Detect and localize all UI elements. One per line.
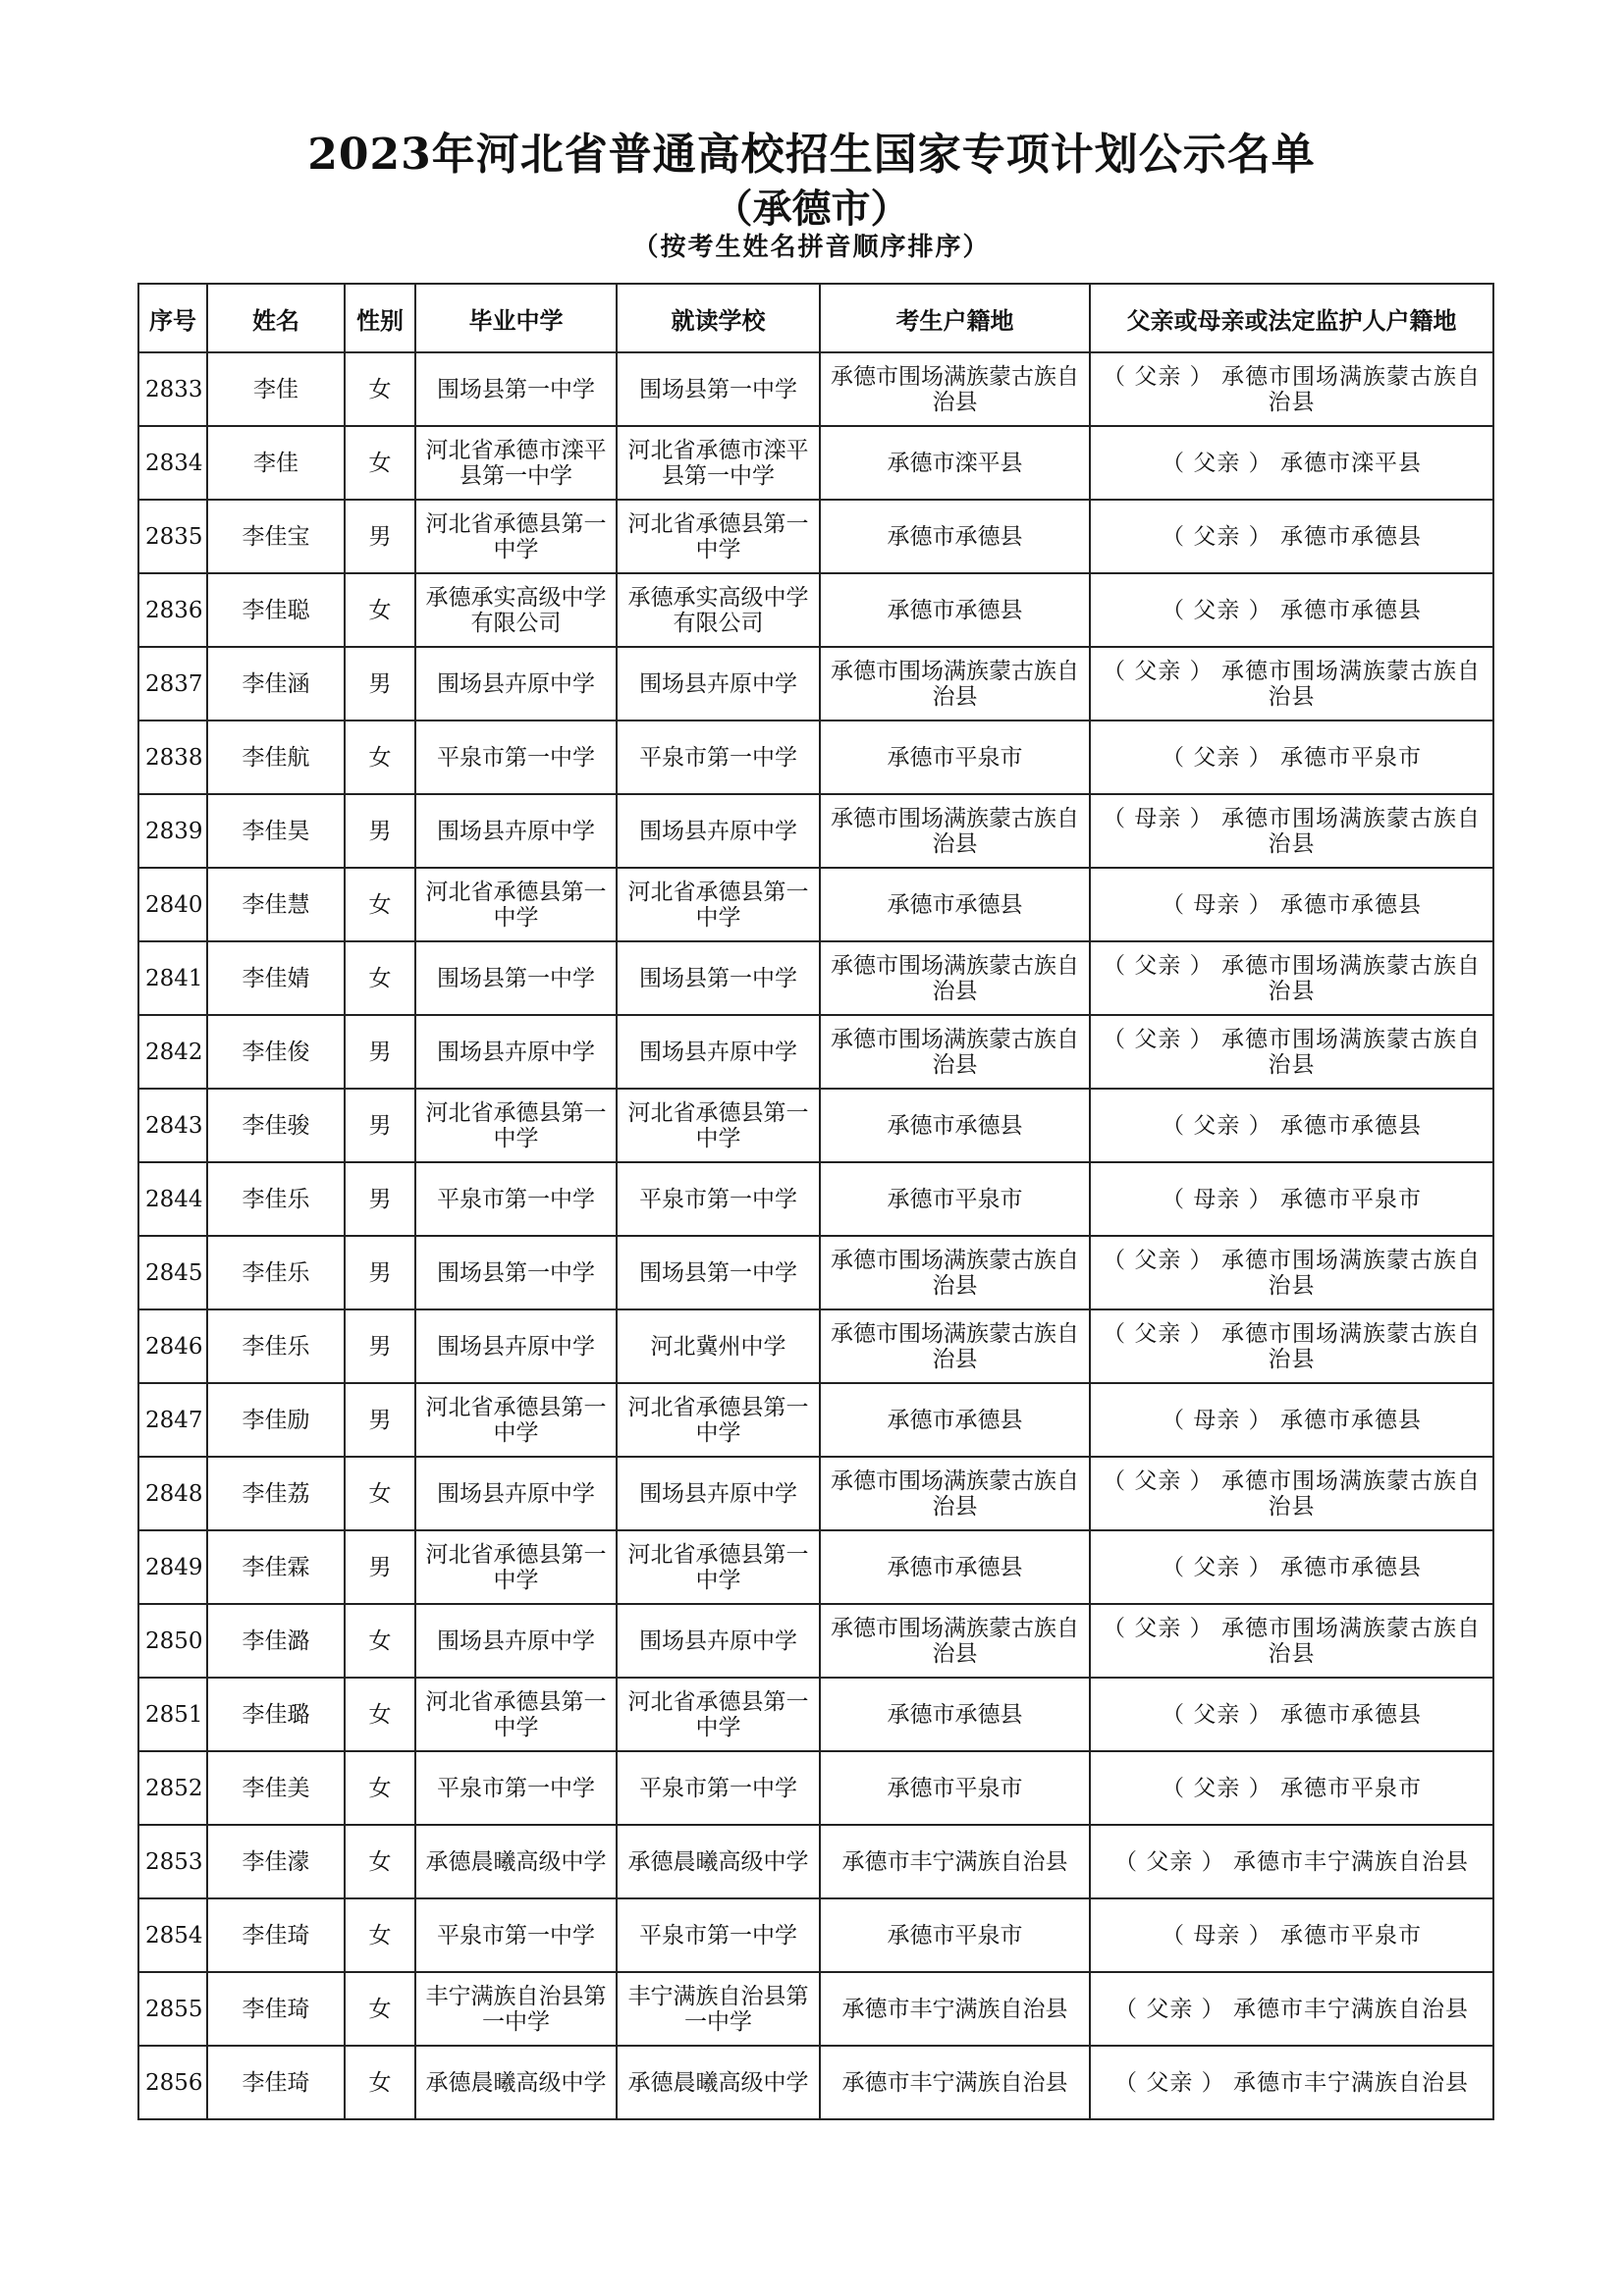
cell-current-school: 河北省承德县第一中学 [617,1089,820,1162]
header-row [138,284,1493,352]
cell-number: 2849 [138,1530,207,1604]
cell-student-hukou: 承德市承德县 [820,1089,1090,1162]
cell-graduation-school: 围场县卉原中学 [415,1604,617,1678]
cell-current-school: 河北冀州中学 [617,1309,820,1383]
cell-current-school: 平泉市第一中学 [617,1162,820,1236]
cell-guardian-hukou: （ 父亲 ） 承德市围场满族蒙古族自治县 [1090,352,1493,426]
cell-guardian-hukou: （ 父亲 ） 承德市围场满族蒙古族自治县 [1090,941,1493,1015]
table-row [138,1236,1493,1309]
cell-graduation-school: 河北省承德县第一中学 [415,500,617,573]
cell-graduation-school: 平泉市第一中学 [415,721,617,794]
cell-graduation-school: 河北省承德县第一中学 [415,1678,617,1751]
cell-graduation-school: 丰宁满族自治县第一中学 [415,1972,617,2046]
cell-number: 2835 [138,500,207,573]
table-row [138,1825,1493,1898]
cell-gender: 男 [345,647,415,721]
cell-graduation-school: 河北省承德县第一中学 [415,1530,617,1604]
cell-name: 李佳乐 [207,1236,345,1309]
cell-name: 李佳聪 [207,573,345,647]
table-row [138,1089,1493,1162]
cell-current-school: 承德晨曦高级中学 [617,1825,820,1898]
cell-graduation-school: 平泉市第一中学 [415,1751,617,1825]
cell-current-school: 河北省承德县第一中学 [617,1530,820,1604]
table-row [138,1751,1493,1825]
cell-number: 2845 [138,1236,207,1309]
cell-student-hukou: 承德市滦平县 [820,426,1090,500]
cell-guardian-hukou: （ 父亲 ） 承德市承德县 [1090,1530,1493,1604]
cell-name: 李佳濛 [207,1825,345,1898]
cell-student-hukou: 承德市围场满族蒙古族自治县 [820,1015,1090,1089]
table-row [138,1972,1493,2046]
cell-gender: 女 [345,1604,415,1678]
table-row [138,1604,1493,1678]
cell-graduation-school: 围场县卉原中学 [415,794,617,868]
cell-graduation-school: 河北省承德市滦平县第一中学 [415,426,617,500]
cell-gender: 男 [345,1236,415,1309]
cell-guardian-hukou: （ 父亲 ） 承德市平泉市 [1090,1751,1493,1825]
cell-current-school: 围场县第一中学 [617,1236,820,1309]
table-row [138,1457,1493,1530]
cell-guardian-hukou: （ 父亲 ） 承德市承德县 [1090,1089,1493,1162]
cell-graduation-school: 平泉市第一中学 [415,1162,617,1236]
table-row [138,352,1493,426]
cell-gender: 女 [345,1678,415,1751]
cell-student-hukou: 承德市平泉市 [820,1898,1090,1972]
cell-gender: 男 [345,1530,415,1604]
page-title: 2023年河北省普通高校招生国家专项计划公示名单 [307,130,1316,180]
cell-guardian-hukou: （ 父亲 ） 承德市平泉市 [1090,721,1493,794]
cell-gender: 女 [345,1898,415,1972]
cell-student-hukou: 承德市围场满族蒙古族自治县 [820,1309,1090,1383]
col-header-graduation-school: 毕业中学 [415,284,617,352]
cell-current-school: 承德承实高级中学有限公司 [617,573,820,647]
cell-current-school: 围场县第一中学 [617,352,820,426]
cell-graduation-school: 承德晨曦高级中学 [415,1825,617,1898]
cell-number: 2851 [138,1678,207,1751]
cell-current-school: 河北省承德县第一中学 [617,500,820,573]
cell-name: 李佳潞 [207,1604,345,1678]
cell-current-school: 河北省承德县第一中学 [617,1678,820,1751]
cell-current-school: 河北省承德县第一中学 [617,868,820,941]
cell-student-hukou: 承德市平泉市 [820,1751,1090,1825]
cell-guardian-hukou: （ 母亲 ） 承德市平泉市 [1090,1162,1493,1236]
cell-current-school: 围场县卉原中学 [617,647,820,721]
cell-guardian-hukou: （ 父亲 ） 承德市丰宁满族自治县 [1090,1825,1493,1898]
cell-gender: 女 [345,573,415,647]
cell-current-school: 平泉市第一中学 [617,1751,820,1825]
cell-student-hukou: 承德市承德县 [820,1530,1090,1604]
cell-guardian-hukou: （ 母亲 ） 承德市承德县 [1090,868,1493,941]
cell-name: 李佳乐 [207,1162,345,1236]
cell-name: 李佳 [207,426,345,500]
col-header-name: 姓名 [207,284,345,352]
roster-table [137,283,1494,2120]
table-row [138,500,1493,573]
cell-number: 2837 [138,647,207,721]
cell-guardian-hukou: （ 父亲 ） 承德市承德县 [1090,573,1493,647]
cell-current-school: 丰宁满族自治县第一中学 [617,1972,820,2046]
cell-name: 李佳航 [207,721,345,794]
col-header-number: 序号 [138,284,207,352]
cell-student-hukou: 承德市承德县 [820,1678,1090,1751]
cell-student-hukou: 承德市承德县 [820,500,1090,573]
cell-student-hukou: 承德市围场满族蒙古族自治县 [820,1236,1090,1309]
cell-guardian-hukou: （ 父亲 ） 承德市围场满族蒙古族自治县 [1090,1015,1493,1089]
cell-current-school: 围场县卉原中学 [617,1604,820,1678]
cell-gender: 男 [345,500,415,573]
cell-student-hukou: 承德市丰宁满族自治县 [820,2046,1090,2119]
cell-guardian-hukou: （ 父亲 ） 承德市丰宁满族自治县 [1090,1972,1493,2046]
cell-gender: 女 [345,721,415,794]
table-row [138,1309,1493,1383]
cell-guardian-hukou: （ 父亲 ） 承德市围场满族蒙古族自治县 [1090,1236,1493,1309]
cell-name: 李佳宝 [207,500,345,573]
cell-name: 李佳美 [207,1751,345,1825]
cell-name: 李佳励 [207,1383,345,1457]
cell-number: 2846 [138,1309,207,1383]
cell-gender: 女 [345,1972,415,2046]
table-row [138,1162,1493,1236]
cell-number: 2842 [138,1015,207,1089]
cell-graduation-school: 围场县卉原中学 [415,647,617,721]
cell-number: 2848 [138,1457,207,1530]
cell-student-hukou: 承德市平泉市 [820,721,1090,794]
cell-current-school: 平泉市第一中学 [617,1898,820,1972]
cell-current-school: 围场县第一中学 [617,941,820,1015]
cell-student-hukou: 承德市承德县 [820,573,1090,647]
cell-name: 李佳琦 [207,1972,345,2046]
cell-number: 2852 [138,1751,207,1825]
cell-current-school: 河北省承德市滦平县第一中学 [617,426,820,500]
cell-number: 2836 [138,573,207,647]
col-header-gender: 性别 [345,284,415,352]
cell-number: 2841 [138,941,207,1015]
cell-gender: 男 [345,1383,415,1457]
cell-number: 2854 [138,1898,207,1972]
col-header-guardian-hukou: 父亲或母亲或法定监护人户籍地 [1090,284,1493,352]
cell-gender: 男 [345,1162,415,1236]
cell-guardian-hukou: （ 父亲 ） 承德市丰宁满族自治县 [1090,2046,1493,2119]
col-header-current-school: 就读学校 [617,284,820,352]
cell-current-school: 河北省承德县第一中学 [617,1383,820,1457]
cell-gender: 男 [345,1089,415,1162]
cell-graduation-school: 围场县卉原中学 [415,1015,617,1089]
cell-guardian-hukou: （ 父亲 ） 承德市围场满族蒙古族自治县 [1090,647,1493,721]
page-subtitle: （承德市） [713,186,910,232]
cell-student-hukou: 承德市围场满族蒙古族自治县 [820,647,1090,721]
cell-gender: 男 [345,1309,415,1383]
cell-number: 2843 [138,1089,207,1162]
cell-guardian-hukou: （ 父亲 ） 承德市围场满族蒙古族自治县 [1090,1604,1493,1678]
cell-current-school: 围场县卉原中学 [617,1015,820,1089]
cell-name: 李佳涵 [207,647,345,721]
cell-graduation-school: 围场县第一中学 [415,352,617,426]
table-row [138,647,1493,721]
cell-number: 2839 [138,794,207,868]
cell-number: 2855 [138,1972,207,2046]
cell-student-hukou: 承德市丰宁满族自治县 [820,1972,1090,2046]
roster-body [138,352,1493,2119]
cell-guardian-hukou: （ 父亲 ） 承德市围场满族蒙古族自治县 [1090,1457,1493,1530]
cell-gender: 女 [345,1825,415,1898]
cell-graduation-school: 承德晨曦高级中学 [415,2046,617,2119]
cell-gender: 男 [345,794,415,868]
cell-current-school: 平泉市第一中学 [617,721,820,794]
cell-number: 2847 [138,1383,207,1457]
table-row [138,1898,1493,1972]
cell-guardian-hukou: （ 母亲 ） 承德市平泉市 [1090,1898,1493,1972]
table-row [138,426,1493,500]
cell-name: 李佳琦 [207,2046,345,2119]
cell-gender: 女 [345,352,415,426]
cell-current-school: 承德晨曦高级中学 [617,2046,820,2119]
cell-student-hukou: 承德市平泉市 [820,1162,1090,1236]
cell-graduation-school: 河北省承德县第一中学 [415,868,617,941]
cell-guardian-hukou: （ 父亲 ） 承德市围场满族蒙古族自治县 [1090,1309,1493,1383]
cell-gender: 男 [345,1015,415,1089]
cell-graduation-school: 围场县第一中学 [415,1236,617,1309]
table-row [138,1383,1493,1457]
cell-student-hukou: 承德市承德县 [820,868,1090,941]
cell-graduation-school: 河北省承德县第一中学 [415,1383,617,1457]
table-row [138,573,1493,647]
cell-number: 2853 [138,1825,207,1898]
table-row [138,1678,1493,1751]
table-row [138,868,1493,941]
table-row [138,1015,1493,1089]
cell-graduation-school: 围场县第一中学 [415,941,617,1015]
cell-number: 2838 [138,721,207,794]
cell-guardian-hukou: （ 父亲 ） 承德市滦平县 [1090,426,1493,500]
cell-current-school: 围场县卉原中学 [617,794,820,868]
cell-name: 李佳乐 [207,1309,345,1383]
cell-gender: 女 [345,941,415,1015]
cell-student-hukou: 承德市丰宁满族自治县 [820,1825,1090,1898]
sort-note: （按考生姓名拼音顺序排序） [632,233,991,262]
cell-graduation-school: 河北省承德县第一中学 [415,1089,617,1162]
cell-name: 李佳昊 [207,794,345,868]
cell-gender: 女 [345,1751,415,1825]
cell-number: 2840 [138,868,207,941]
cell-name: 李佳骏 [207,1089,345,1162]
cell-student-hukou: 承德市围场满族蒙古族自治县 [820,794,1090,868]
table-row [138,794,1493,868]
cell-gender: 女 [345,1457,415,1530]
cell-number: 2833 [138,352,207,426]
table-row [138,2046,1493,2119]
col-header-student-hukou: 考生户籍地 [820,284,1090,352]
cell-gender: 女 [345,868,415,941]
cell-student-hukou: 承德市承德县 [820,1383,1090,1457]
cell-student-hukou: 承德市围场满族蒙古族自治县 [820,941,1090,1015]
cell-graduation-school: 围场县卉原中学 [415,1309,617,1383]
cell-number: 2850 [138,1604,207,1678]
cell-guardian-hukou: （ 母亲 ） 承德市围场满族蒙古族自治县 [1090,794,1493,868]
cell-guardian-hukou: （ 父亲 ） 承德市承德县 [1090,1678,1493,1751]
cell-gender: 女 [345,426,415,500]
cell-name: 李佳婧 [207,941,345,1015]
cell-graduation-school: 围场县卉原中学 [415,1457,617,1530]
cell-name: 李佳琦 [207,1898,345,1972]
cell-number: 2856 [138,2046,207,2119]
table-row [138,721,1493,794]
table-row [138,1530,1493,1604]
cell-name: 李佳璐 [207,1678,345,1751]
cell-graduation-school: 承德承实高级中学有限公司 [415,573,617,647]
cell-graduation-school: 平泉市第一中学 [415,1898,617,1972]
cell-student-hukou: 承德市围场满族蒙古族自治县 [820,352,1090,426]
cell-name: 李佳 [207,352,345,426]
cell-student-hukou: 承德市围场满族蒙古族自治县 [820,1604,1090,1678]
cell-name: 李佳荔 [207,1457,345,1530]
cell-guardian-hukou: （ 父亲 ） 承德市承德县 [1090,500,1493,573]
table-row [138,941,1493,1015]
cell-current-school: 围场县卉原中学 [617,1457,820,1530]
cell-guardian-hukou: （ 母亲 ） 承德市承德县 [1090,1383,1493,1457]
cell-gender: 女 [345,2046,415,2119]
cell-number: 2834 [138,426,207,500]
cell-student-hukou: 承德市围场满族蒙古族自治县 [820,1457,1090,1530]
cell-name: 李佳霖 [207,1530,345,1604]
cell-number: 2844 [138,1162,207,1236]
cell-name: 李佳慧 [207,868,345,941]
cell-name: 李佳俊 [207,1015,345,1089]
